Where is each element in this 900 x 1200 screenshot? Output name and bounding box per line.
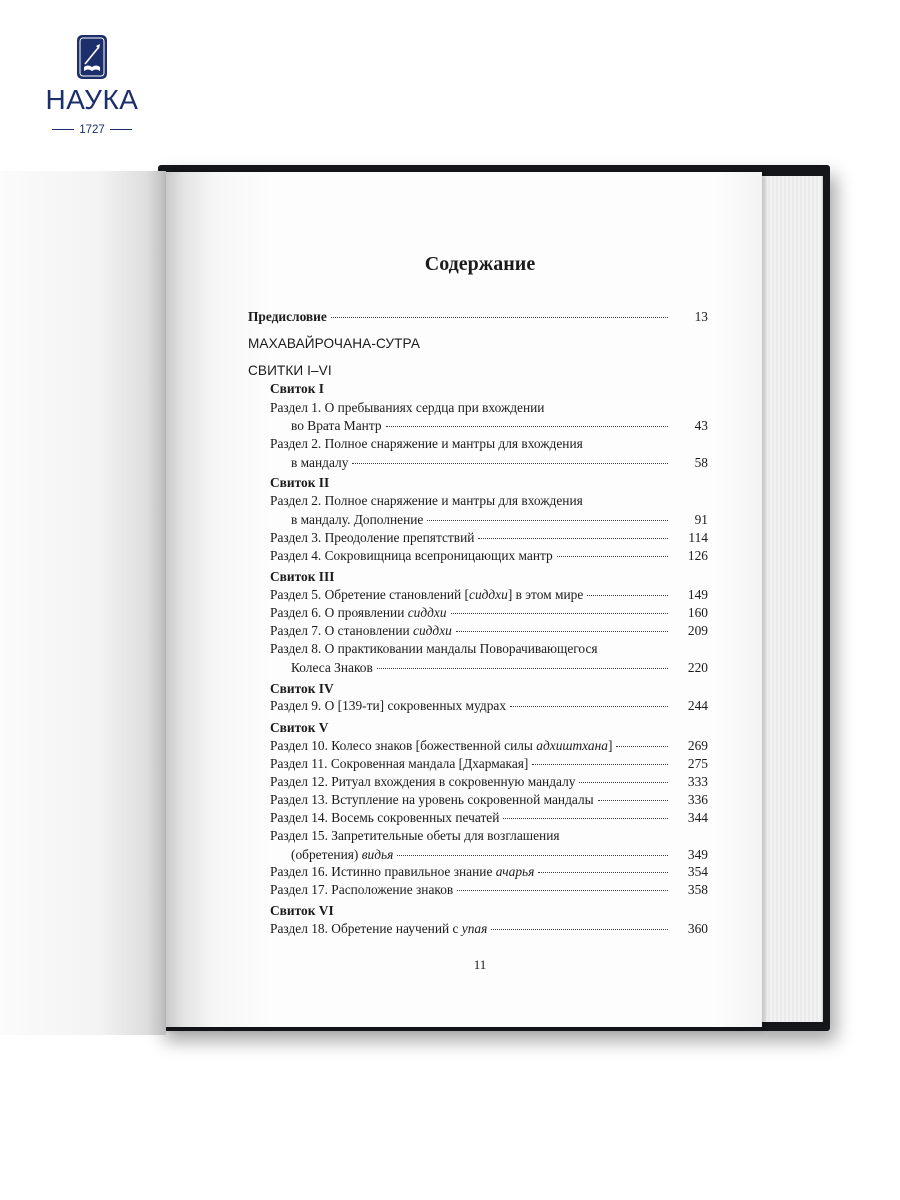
- toc-entry-line: Раздел 15. Запретительные обеты для возглашения: [270, 828, 560, 843]
- entry-label: Раздел 13. Вступление на уровень сокровенной мандалы: [270, 792, 594, 807]
- entry-page: 360: [687, 921, 708, 936]
- entry-page: 220: [687, 660, 708, 675]
- publisher-year: 1727: [40, 125, 144, 137]
- entry-label: Раздел 17. Расположение знаков: [270, 882, 454, 897]
- scroll-heading: Свиток I: [270, 381, 324, 396]
- scroll-heading: Свиток II: [270, 475, 330, 490]
- entry-page: 358: [687, 882, 708, 897]
- entry-label: Раздел 18. Обретение научений с упая: [270, 921, 488, 936]
- toc-entry-line: Раздел 2. Полное снаряжение и мантры для вхождения: [270, 436, 583, 451]
- entry-label: Раздел 4. Сокровищница всепроницающих мантр: [270, 548, 553, 563]
- entry-page: 114: [688, 530, 708, 545]
- entry-label: Раздел 12. Ритуал вхождения в сокровенную мандалу: [270, 774, 576, 789]
- entry-page: 336: [687, 792, 708, 807]
- entry-page: 333: [687, 774, 708, 789]
- toc-entry-line: Раздел 2. Полное снаряжение и мантры для вхождения: [270, 493, 583, 508]
- entry-page: 91: [694, 512, 708, 527]
- page-block-edge: [758, 176, 823, 1022]
- entry-page: 58: [694, 455, 708, 470]
- scroll-heading: Свиток III: [270, 569, 335, 584]
- scroll-heading: Свиток VI: [270, 903, 334, 918]
- entry-label: Колеса Знаков: [291, 660, 373, 675]
- publisher-logo: [40, 32, 144, 136]
- contents-title: Содержание: [424, 253, 536, 275]
- entry-label: Раздел 3. Преодоление препятствий: [270, 530, 475, 545]
- entry-label: (обретения) видья: [291, 847, 394, 862]
- entry-label: во Врата Мантр: [291, 418, 382, 433]
- publisher-name: НАУКА: [45, 84, 139, 115]
- entry-page: 349: [687, 847, 708, 862]
- publisher-emblem-icon: [76, 34, 108, 80]
- entry-page: 209: [687, 623, 708, 638]
- entry-label: Раздел 10. Колесо знаков [божественной силы адхиштхана]: [270, 738, 613, 753]
- entry-page: 126: [687, 548, 708, 563]
- entry-page: 160: [687, 605, 708, 620]
- entry-page: 244: [687, 698, 708, 713]
- scroll-heading: Свиток IV: [270, 681, 334, 696]
- toc-entry-line: Раздел 1. О пребываниях сердца при вхождении: [270, 400, 545, 415]
- entry-label: Раздел 14. Восемь сокровенных печатей: [270, 810, 500, 825]
- entry-label: Раздел 11. Сокровенная мандала [Дхармакая]: [270, 756, 529, 771]
- left-page: [0, 171, 166, 1035]
- scroll-heading: Свиток V: [270, 720, 329, 735]
- entry-page: 13: [694, 309, 708, 324]
- entry-page: 275: [687, 756, 708, 771]
- entry-page: 269: [687, 738, 708, 753]
- entry-label: Раздел 9. О [139-ти] сокровенных мудрах: [270, 698, 507, 713]
- entry-label: Раздел 5. Обретение становлений [сиддхи] в этом мире: [270, 587, 584, 602]
- toc-entry-line: Раздел 8. О практиковании мандалы Поворачивающегося: [270, 641, 598, 656]
- entry-page: 149: [687, 587, 708, 602]
- page-number: 11: [473, 957, 487, 972]
- entry-page: 43: [694, 418, 708, 433]
- entry-label: Раздел 16. Истинно правильное знание ачарья: [270, 864, 535, 879]
- entry-label: Предисловие: [248, 309, 327, 324]
- entry-label: в мандалу. Дополнение: [291, 512, 424, 527]
- entry-label: Раздел 6. О проявлении сиддхи: [270, 605, 447, 620]
- right-page: [166, 172, 762, 1027]
- entry-page: 344: [687, 810, 708, 825]
- entry-label: в мандалу: [291, 455, 349, 470]
- entry-page: 354: [687, 864, 708, 879]
- entry-label: Раздел 7. О становлении сиддхи: [270, 623, 452, 638]
- sutra-title: МАХАВАЙРОЧАНА-СУТРА: [248, 336, 420, 351]
- part-title: СВИТКИ I–VI: [248, 363, 332, 378]
